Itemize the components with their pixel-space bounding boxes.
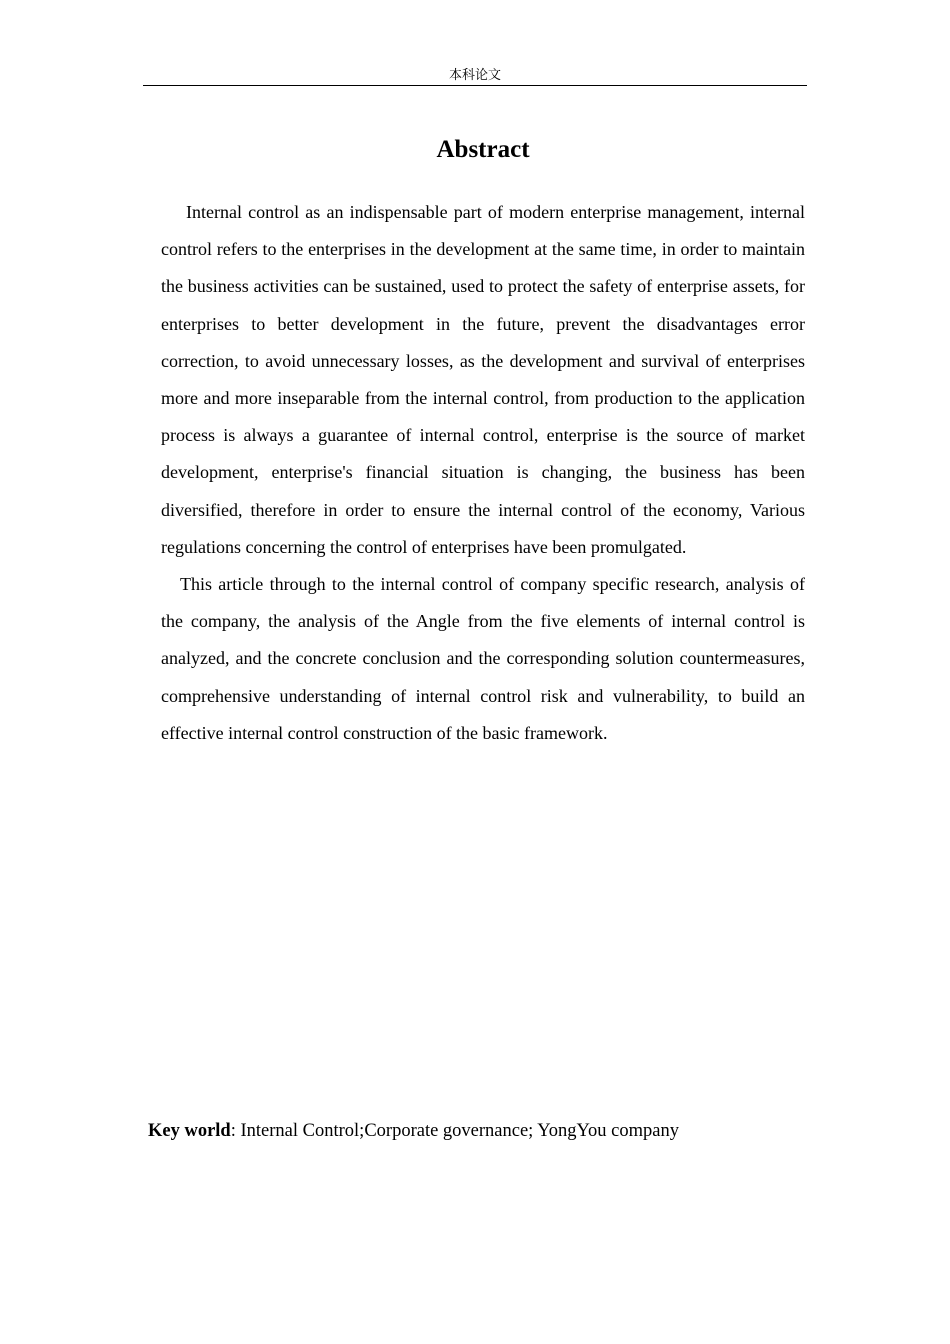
keywords-separator: : xyxy=(230,1121,241,1141)
abstract-body xyxy=(161,194,805,752)
abstract-paragraph-2: This article through to the internal control of company specific research, analysis of the company, the analysis of the Angle from the five elements of internal control is analyzed, and the concrete conclusion and the corresponding solution countermeasures, comprehensive understanding of internal control risk and vulnerability, to build an effective internal control construction of the basic framework. xyxy=(161,574,805,743)
keywords-value: Internal Control;Corporate governance; YongYou company xyxy=(240,1121,679,1141)
abstract-paragraph-1: Internal control as an indispensable part of modern enterprise management, internal control refers to the enterprises in the development at the same time, in order to maintain the business activities can be sustained, used to protect the safety of enterprise assets, for enterprises to better development in the future, prevent the disadvantages error correction, to avoid unnecessary losses, as the development and survival of enterprises more and more inseparable from the internal control, from production to the application process is always a guarantee of internal control, enterprise is the source of market development, enterprise's financial situation is changing, the business has been diversified, therefore in order to ensure the internal control of the economy, Various regulations concerning the control of enterprises have been promulgated. xyxy=(161,202,805,557)
keywords-line xyxy=(148,1119,679,1143)
running-header: 本科论文 xyxy=(448,68,501,83)
header-rule xyxy=(143,85,807,86)
keywords-label: Key world xyxy=(148,1121,231,1141)
abstract-title: Abstract xyxy=(436,136,530,163)
